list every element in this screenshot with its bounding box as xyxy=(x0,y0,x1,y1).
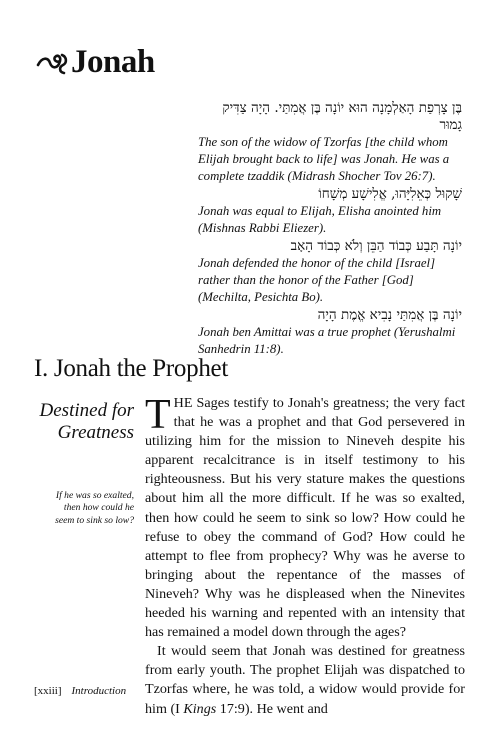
chapter-title xyxy=(36,44,155,81)
epigraph-translation-1: The son of the widow of Tzorfas [the child whom Elijah brought back to life] was Jonah. He was a complete tzaddik (Midrash Shocher Tov 26:7). xyxy=(198,135,450,183)
book-reference: Kings xyxy=(183,700,217,717)
sidebar-note: If he was so exalted, then how could he seem to sink so low? xyxy=(55,490,134,526)
chapter-title-text: Jonah xyxy=(71,44,155,80)
section-heading: I. Jonah the Prophet xyxy=(34,355,228,382)
epigraph-translation-4: Jonah ben Amittai was a true prophet (Yerushalmi Sanhedrin 11:8). xyxy=(198,325,456,356)
epigraph-hebrew-2: שָׁקוּל כְּאֵלִיָּהוּ, אֱלִישָׁע מְשָׁחוֹ xyxy=(318,186,462,202)
paragraph-1-text: HE Sages testify to Jonah's greatness; the very fact that he was a prophet and that God persevered in utilizing him for the mission to Nineveh despite his apparent recalcitrance is in itself testimony to his righteousness. But his very stature makes the questions about him all the more difficult. If he was so exalted, then how could he seem to sink so low? How could he refuse to obey the command of God? How could he attempt to flee from prophecy? Why was he averse to bringing about the repentance of the masses of Nineveh? Why was he displeased when the Ninevites heeded his warning and repented with an intensity that has remained a model down through the ages? xyxy=(145,395,465,641)
epigraph-hebrew-4: יוֹנָה בֶּן אֲמִתַּי נָבִיא אֱמֶת הָיָה xyxy=(317,307,462,323)
page-number: [xxiii] xyxy=(34,685,62,697)
paragraph-2-text-end: 17:9). He went and xyxy=(216,700,328,717)
body-text xyxy=(145,394,465,719)
paragraph-2 xyxy=(145,642,465,718)
epigraph-hebrew-1: בֶּן צָרְפַת הָאַלְמָנָה הוּא יוֹנָה בֶּן אֲמִתַּי. הָיָה צַדִּיק גָמוּר xyxy=(222,100,462,133)
epigraph-translation-3: Jonah defended the honor of the child [Israel] rather than the honor of the Father [God] (Mechilta, Pesichta Bo). xyxy=(198,256,436,304)
page-footer xyxy=(34,685,126,697)
drop-cap: T xyxy=(145,392,171,438)
epigraph-hebrew-3: יוֹנָה תָּבַע כְּבוֹד הַבֵּן וְלֹא כְּבוֹד הָאָב xyxy=(290,238,462,254)
sidebar-heading: Destined for Greatness xyxy=(39,400,134,443)
running-title: Introduction xyxy=(71,685,127,697)
epigraph xyxy=(198,100,462,359)
paragraph-2-text: It would seem that Jonah was destined for greatness from early youth. The prophet Elijah was dispatched to Tzorfas where, he was told, a widow would provide for him (I xyxy=(145,643,465,717)
paragraph-1 xyxy=(145,394,465,642)
flourish-ornament-icon xyxy=(36,49,70,77)
epigraph-translation-2: Jonah was equal to Elijah, Elisha anointed him (Mishnas Rabbi Eliezer). xyxy=(198,204,442,235)
